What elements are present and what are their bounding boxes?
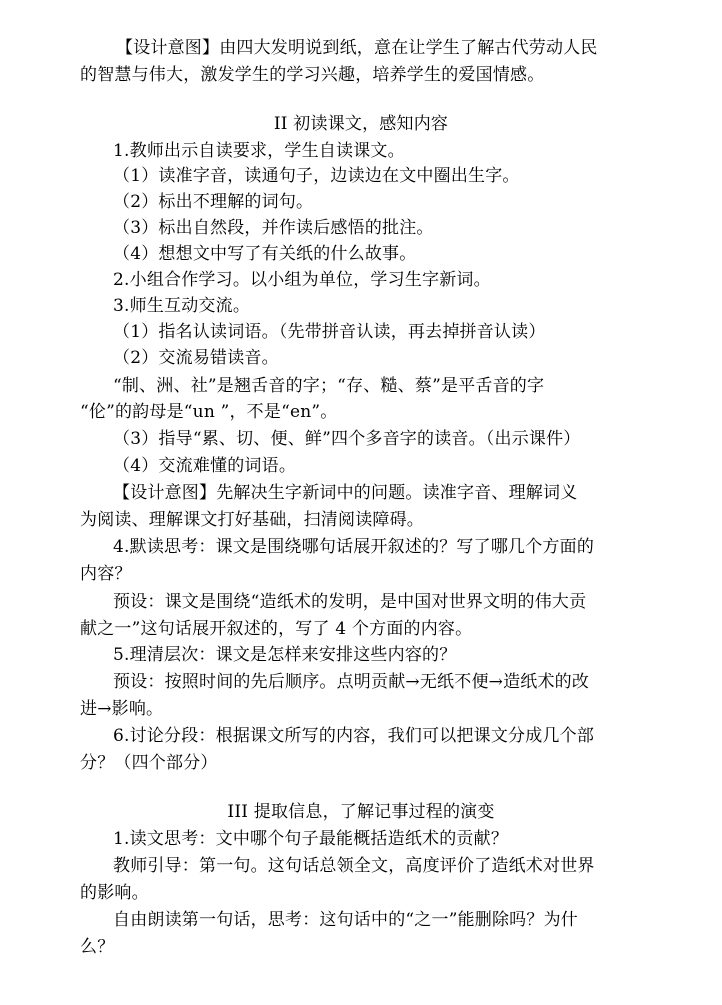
body-line: 献之一”这句话展开叙述的，写了 4 个方面的内容。 (80, 619, 473, 639)
body-line: （4）交流难懂的词语。 (113, 456, 297, 476)
body-line: 分？（四个部分） (80, 753, 218, 773)
body-line: 的影响。 (80, 883, 149, 903)
design-intent-line: 的智慧与伟大，激发学生的学习兴趣，培养学生的爱国情感。 (80, 65, 545, 85)
body-line: （2）标出不理解的词句。 (113, 192, 314, 212)
design-intent-line: 为阅读、理解课文打好基础，扫清阅读障碍。 (80, 510, 424, 530)
body-line: 3.师生互动交流。 (113, 296, 251, 316)
body-line: 教师引导：第一句。这句话总领全文，高度评价了造纸术对世界 (113, 856, 595, 876)
body-line: 预设：按照时间的先后顺序。点明贡献→无纸不便→造纸术的改 (113, 672, 590, 692)
design-intent-line: 【设计意图】先解决生字新词中的问题。读准字音、理解词义 (113, 483, 578, 503)
body-line: 内容？ (80, 564, 132, 584)
section-heading-3: III 提取信息，了解记事过程的演变 (227, 802, 495, 822)
body-line: （3）标出自然段，并作读后感悟的批注。 (113, 218, 434, 238)
body-line: “制、洲、社”是翘舌音的字；“存、糙、蔡”是平舌音的字 (113, 376, 545, 396)
body-line: 么？ (80, 937, 115, 957)
design-intent-line: 【设计意图】由四大发明说到纸，意在让学生了解古代劳动人民 (116, 38, 598, 58)
body-line: 1.教师出示自读要求，学生自读课文。 (113, 141, 405, 161)
section-heading-2: II 初读课文，感知内容 (273, 114, 449, 134)
body-line: （1）读准字音，读通句子，边读边在文中圈出生字。 (113, 166, 520, 186)
body-line: 进→影响。 (80, 699, 164, 719)
body-line: 2.小组合作学习。以小组为单位，学习生字新词。 (113, 270, 491, 290)
body-line: 6.讨论分段：根据课文所写的内容，我们可以把课文分成几个部 (113, 726, 595, 746)
body-line: 自由朗读第一句话，思考：这句话中的“之一”能删除吗？为什 (113, 910, 578, 930)
body-line: （1）指名认读词语。（先带拼音认读，再去掉拼音认读） (113, 322, 546, 342)
body-line: （4）想想文中写了有关纸的什么故事。 (113, 244, 417, 264)
body-line: （2）交流易错读音。 (113, 348, 279, 368)
body-line: “伦”的韵母是“un ”，不是“en”。 (80, 402, 338, 422)
body-line: 4.默读思考：课文是围绕哪句话展开叙述的？写了哪几个方面的 (113, 537, 595, 557)
body-line: 1.读文思考：文中哪个句子最能概括造纸术的贡献？ (113, 829, 509, 849)
body-line: 5.理清层次：课文是怎样来安排这些内容的？ (113, 645, 457, 665)
body-line: （3）指导“累、切、便、鲜”四个多音字的读音。（出示课件） (113, 429, 581, 449)
body-line: 预设：课文是围绕“造纸术的发明，是中国对世界文明的伟大贡 (113, 592, 587, 612)
